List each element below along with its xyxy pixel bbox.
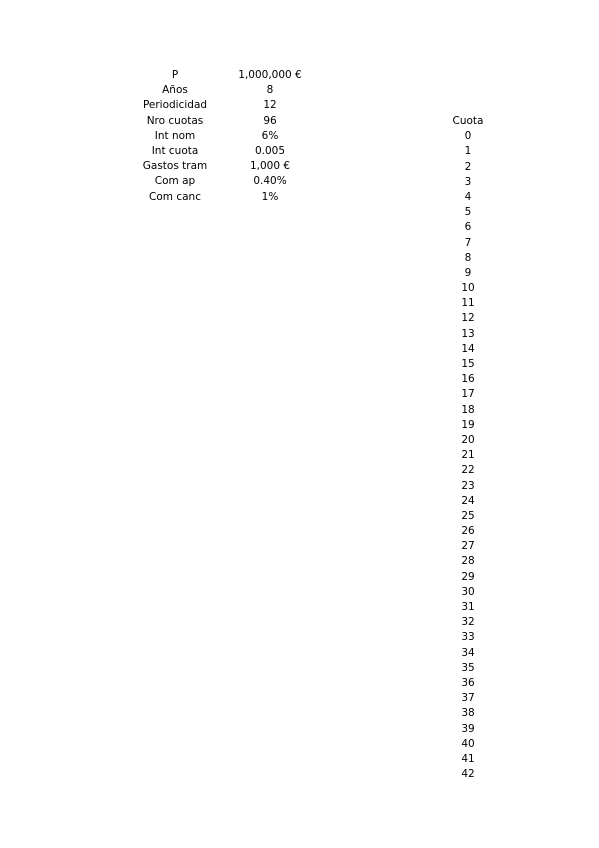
parameter-label: Gastos tram <box>142 160 208 173</box>
parameter-row <box>130 114 320 129</box>
parameter-row <box>130 174 320 189</box>
parameter-row <box>130 83 320 98</box>
cuota-rows <box>438 129 498 782</box>
cuota-cell: 32 <box>461 616 475 629</box>
parameter-value: 1% <box>261 190 279 203</box>
cuota-cell: 22 <box>461 464 475 477</box>
cuota-cell: 36 <box>461 676 475 689</box>
parameter-row <box>130 129 320 144</box>
parameter-row <box>130 98 320 113</box>
parameter-row <box>130 144 320 159</box>
cuota-cell: 27 <box>461 540 475 553</box>
cuota-cell: 20 <box>461 433 475 446</box>
cuota-cell: 34 <box>461 646 475 659</box>
cuota-cell: 4 <box>464 190 472 203</box>
parameter-value: 1,000 € <box>249 160 291 173</box>
cuota-cell: 3 <box>464 175 472 188</box>
cuota-cell: 24 <box>461 494 475 507</box>
parameter-label: Int nom <box>154 129 196 142</box>
cuota-cell: 9 <box>464 266 472 279</box>
cuota-header: Cuota <box>452 115 484 127</box>
parameter-label: Nro cuotas <box>146 114 204 127</box>
cuota-cell: 6 <box>464 221 472 234</box>
cuota-cell: 42 <box>461 768 475 781</box>
parameter-label: Com canc <box>149 190 201 203</box>
cuota-cell: 2 <box>464 160 472 173</box>
parameter-value: 96 <box>263 114 277 127</box>
cuota-cell: 5 <box>464 206 472 219</box>
parameter-label: Años <box>162 84 188 97</box>
cuota-cell: 38 <box>461 707 475 720</box>
cuota-cell: 11 <box>461 297 475 310</box>
parameter-row <box>130 159 320 174</box>
parameter-label: Int cuota <box>151 144 199 157</box>
parameter-label: Periodicidad <box>142 99 208 112</box>
cuota-cell: 0 <box>464 130 472 143</box>
cuota-cell: 35 <box>461 661 475 674</box>
cuota-cell: 12 <box>461 312 475 325</box>
cuota-cell: 31 <box>461 601 475 613</box>
parameter-value: 0.005 <box>254 144 286 157</box>
cuota-cell: 21 <box>461 449 475 462</box>
cuota-cell: 18 <box>461 403 475 416</box>
cuota-cell: 37 <box>461 692 475 705</box>
cuota-cell: 25 <box>461 509 475 522</box>
cuota-cell: 8 <box>464 251 472 264</box>
cuota-cell: 17 <box>461 388 475 401</box>
parameter-label: P <box>171 69 179 81</box>
cuota-cell: 13 <box>461 327 475 340</box>
cuota-cell: 30 <box>461 585 475 598</box>
parameter-value: 0.40% <box>253 175 287 188</box>
parameter-row <box>130 190 320 205</box>
parameter-value: 6% <box>261 129 279 142</box>
cuota-cell: 16 <box>461 373 475 386</box>
cuota-cell: 26 <box>461 525 475 538</box>
cuota-cell: 28 <box>461 555 475 568</box>
cuota-cell: 41 <box>461 752 475 765</box>
cuota-cell: 40 <box>461 737 475 750</box>
parameter-value: 8 <box>266 84 274 97</box>
parameter-value: 1,000,000 € <box>238 69 302 81</box>
cuota-cell: 33 <box>461 631 475 644</box>
cuota-cell: 29 <box>461 570 475 583</box>
parameter-value: 12 <box>263 99 277 112</box>
cuota-cell: 19 <box>461 418 475 431</box>
cuota-cell: 10 <box>461 282 475 295</box>
cuota-cell: 7 <box>464 236 472 249</box>
cuota-column <box>438 114 498 782</box>
loan-parameters-table <box>130 68 320 205</box>
cuota-cell: 23 <box>461 479 475 492</box>
cuota-cell: 39 <box>461 722 475 735</box>
cuota-cell: 15 <box>461 358 475 370</box>
parameter-label: Com ap <box>154 175 196 188</box>
parameter-row <box>130 68 320 83</box>
cuota-cell: 14 <box>461 342 475 355</box>
cuota-cell: 1 <box>464 145 472 158</box>
